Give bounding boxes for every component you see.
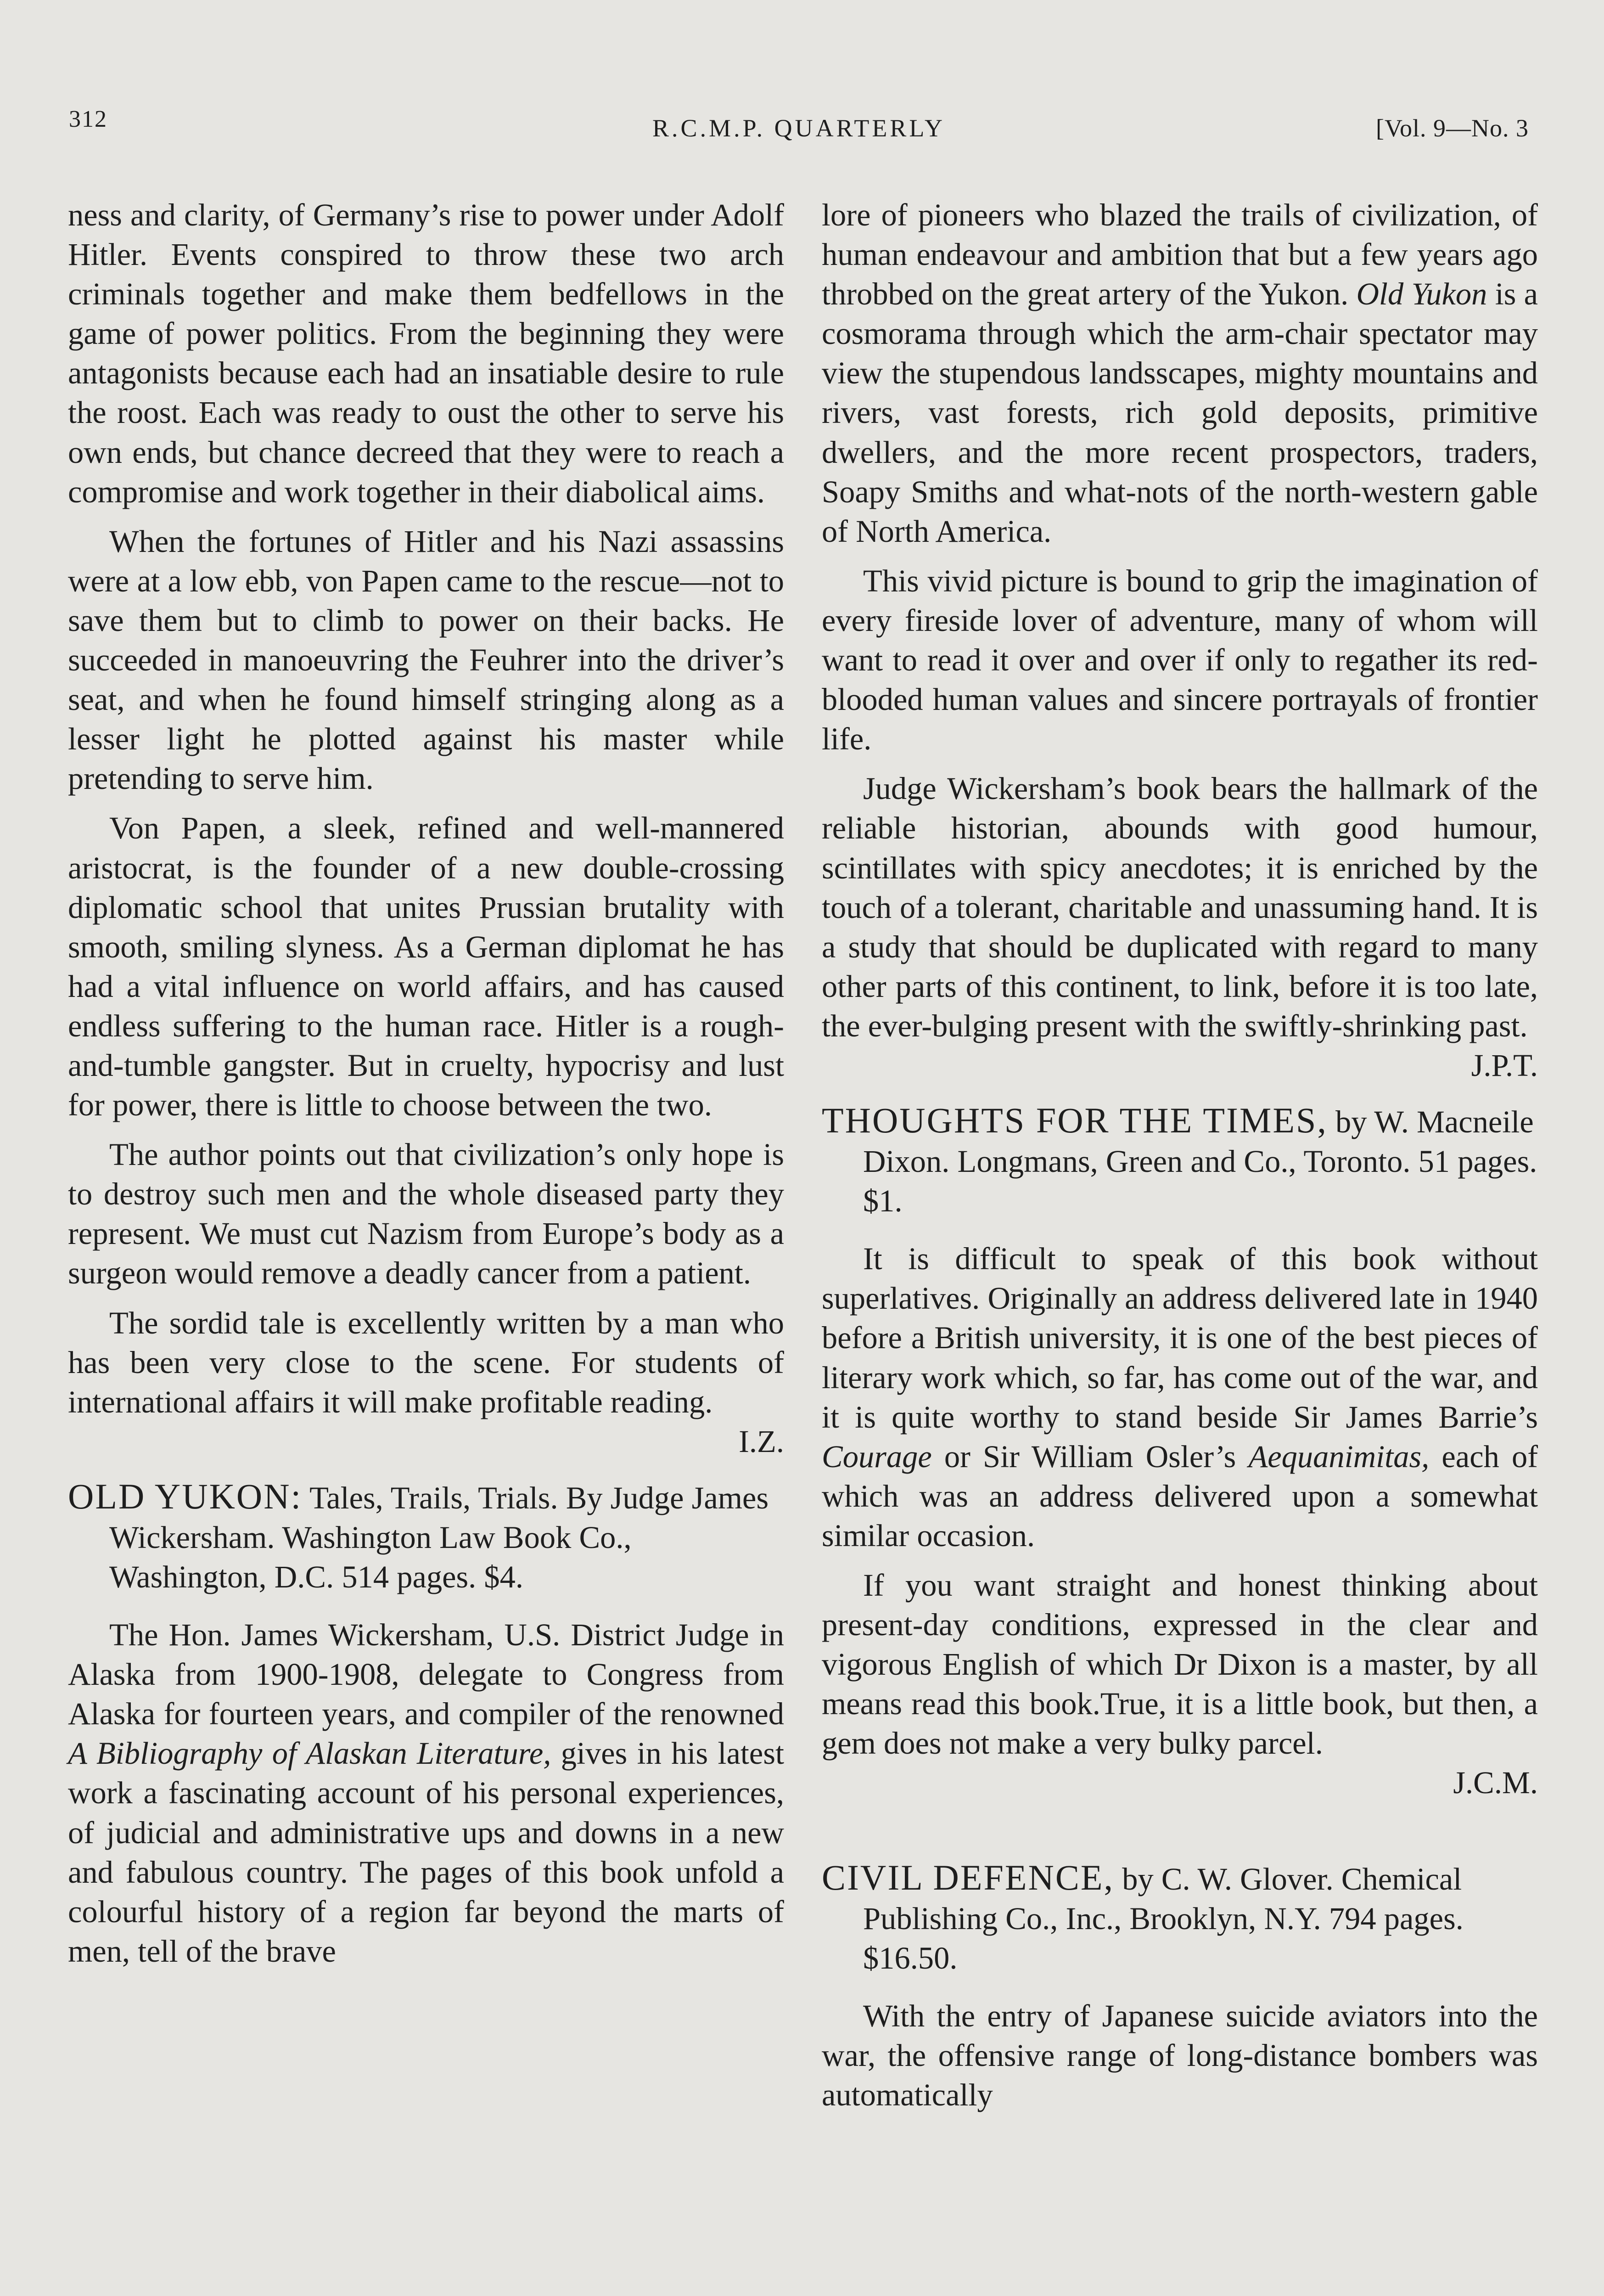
text-run: It is difficult to speak of this book without superlatives. Originally an address delivered late in 1940 before a British university, it is one of the best pieces of literary work which, so far, has come out of the war, and it is quite worthy to stand beside Sir James Barrie’s xyxy=(822,1241,1538,1435)
review-heading-civil-defence xyxy=(822,1858,1538,1978)
text-run: gives in his latest work a fascinating account of his personal experiences, of judicial and administrative ups and downs in a new and fabulous country. The pages of this book unfold a colourful history of a region far beyond the marts of men, tell of the brave xyxy=(68,1736,785,1969)
italic-title: Old Yukon xyxy=(1356,276,1487,312)
right-column xyxy=(822,195,1538,2115)
book-title: CIVIL DEFENCE, xyxy=(822,1857,1115,1897)
review-heading-old-yukon xyxy=(68,1477,784,1597)
book-details: by W. Macneile Dixon. Longmans, Green and Co., Toronto. 51 pages. $1. xyxy=(863,1104,1537,1219)
italic-title: Aequanimitas, xyxy=(1248,1439,1430,1474)
paragraph: Von Papen, a sleek, refined and well-mannered aristocrat, is the founder of a new double-crossing diplomatic school that unites Prussian brutality with smooth, smiling slyness. As a German diplomat he has had a vital influence on world affairs, and has caused endless suffering to the human race. Hitler is a rough-and-tumble gangster. But in cruelty, hypocrisy and lust for power, there is little to choose between the two. xyxy=(68,810,784,1123)
paragraph: The author points out that civilization’s only hope is to destroy such men and the whole diseased party they represent. We must cut Nazism from Europe’s body as a surgeon would remove a deadly cancer from a patient. xyxy=(68,1137,784,1291)
paragraph-text: Judge Wickersham’s book bears the hallmark of the reliable historian, abounds with good humour, scintillates with spicy anecdotes; it is enriched by the touch of a tolerant, charitable and unassuming hand. It is a study that should be duplicated with regard to many other parts of this continent, to link, before it is too late, the ever-bulging present with the swiftly-shrinking past. xyxy=(822,771,1538,1043)
text-run: or Sir William Osler’s xyxy=(944,1439,1236,1474)
volume-issue: [Vol. 9—No. 3 xyxy=(1375,114,1529,142)
italic-title: A Bibliography of Alaskan Literature, xyxy=(68,1736,551,1771)
paragraph: This vivid picture is bound to grip the imagination of every fireside lover of adventure, many of whom will want to read it over and over if only to regather its red-blooded human values and sincere portrayals of frontier life. xyxy=(822,563,1538,757)
paragraph xyxy=(822,1239,1538,1555)
paragraph: ness and clarity, of Germany’s rise to power under Adolf Hitler. Events conspired to throw these two arch criminals together and make them bedfellows in the game of power politics. From the beginning they were antagonists because each had an insatiable desire to rule the roost. Each was ready to oust the other to serve his own ends, but chance decreed that they were to reach a compromise and work together in their diabolical aims. xyxy=(68,197,784,509)
paragraph: When the fortunes of Hitler and his Nazi assassins were at a low ebb, von Papen came to the rescue—not to save them but to climb to power on their backs. He succeeded in manoeuvring the Feuhrer into the driver’s seat, and when he found himself stringing along as a lesser light he plotted against his master while pretending to serve him. xyxy=(68,523,784,796)
book-title: THOUGHTS FOR THE TIMES, xyxy=(822,1100,1328,1140)
paragraph: If you want straight and honest thinking about present-day conditions, expressed in the clear and vigorous English of which Dr Dixon is a master, by all means read this book.True, it is a little book, but then, a gem does not make a very bulky parcel. xyxy=(822,1568,1538,1761)
reviewer-initials: J.P.T. xyxy=(1471,1047,1538,1083)
paragraph-text: The sordid tale is excellently written by a man who has been very close to the scene. For students of international affairs it will make profitable reading. xyxy=(68,1305,784,1419)
book-title: OLD YUKON: xyxy=(68,1476,303,1516)
review-heading-thoughts xyxy=(822,1101,1538,1221)
paragraph xyxy=(822,195,1538,551)
left-column xyxy=(68,195,784,1971)
running-title: R.C.M.P. QUARTERLY xyxy=(652,114,945,142)
paragraph xyxy=(68,1615,784,1971)
page-number: 312 xyxy=(69,106,107,132)
paragraph xyxy=(822,769,1538,1083)
reviewer-initials: J.C.M. xyxy=(1453,1765,1538,1801)
text-run: is a cosmorama through which the arm-chair spectator may view the stupendous landsscapes, mighty mountains and rivers, vast forests, rich gold deposits, primitive dwellers, and the more recent prospectors, traders, Soapy Smiths and what-nots of the north-western gable of North America. xyxy=(822,276,1538,549)
text-run: each of which was an address delivered upon a somewhat similar occasion. xyxy=(822,1439,1538,1553)
text-run: lore of pioneers who blazed the trails of civilization, of human endeavour and ambition that but a few years ago throbbed on the great artery of the Yukon. xyxy=(822,197,1538,312)
paragraph: With the entry of Japanese suicide aviators into the war, the offensive range of long-distance bombers was automatically xyxy=(822,1998,1538,2113)
reviewer-initials: I.Z. xyxy=(739,1424,784,1459)
book-details: Tales, Trails, Trials. By Judge James Wickersham. Washington Law Book Co., Washington, D.C. 514 pages. $4. xyxy=(109,1480,769,1594)
italic-title: Courage xyxy=(822,1439,932,1474)
text-run: The Hon. James Wickersham, U.S. District Judge in Alaska from 1900-1908, delegate to Congress from Alaska for fourteen years, and compiler of the renowned xyxy=(68,1617,784,1732)
book-details: by C. W. Glover. Chemical Publishing Co., Inc., Brooklyn, N.Y. 794 pages. $16.50. xyxy=(863,1861,1464,1975)
paragraph xyxy=(68,1303,784,1459)
page-header xyxy=(69,106,1529,147)
